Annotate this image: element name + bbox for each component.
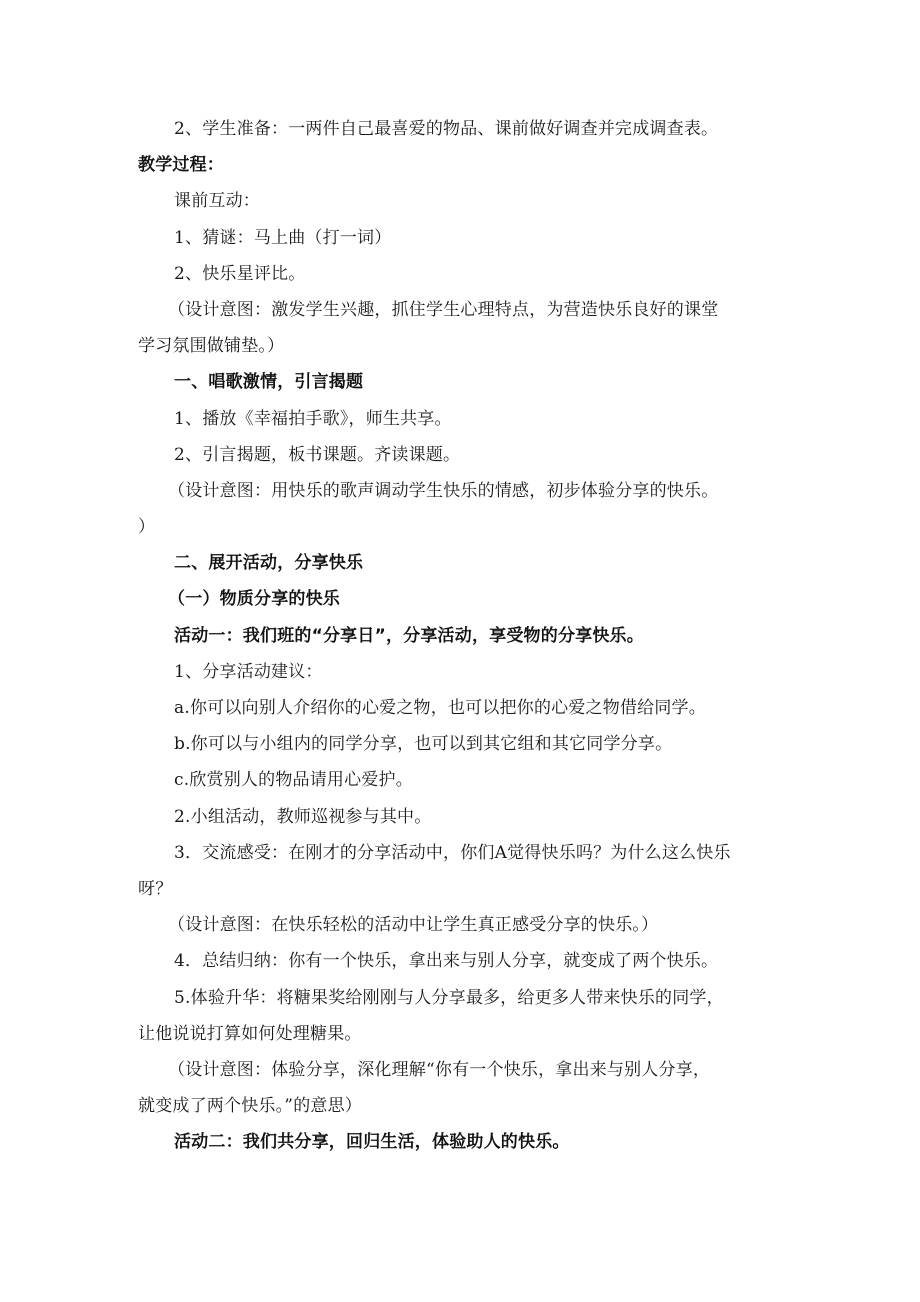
text-line-design-intent-2b: ） (138, 517, 156, 538)
list-item-a: a.你可以向别人介绍你的心爱之物，也可以把你的心爱之物借给同学。 (174, 698, 706, 718)
text-line-design-intent-4a: （设计意图：体验分享，深化理解“你有一个快乐，拿出来与别人分享， (168, 1059, 711, 1080)
text-line-exchange-feelings-a: 3．交流感受：在刚才的分享活动中，你们A觉得快乐吗？为什么这么快乐 (174, 842, 731, 863)
section-heading-two: 二、展开活动，分享快乐 (174, 553, 364, 574)
text-line-experience-b: 让他说说打算如何处理糖果。 (138, 1023, 362, 1044)
activity-one-heading: 活动一：我们班的“分享日”，分享活动，享受物的分享快乐。 (174, 625, 644, 646)
text-line-summary: 4．总结归纳：你有一个快乐，拿出来与别人分享，就变成了两个快乐。 (174, 951, 719, 972)
section-heading-one: 一、唱歌激情，引言揭题 (174, 372, 364, 393)
subsection-heading-material-sharing: （一）物质分享的快乐 (168, 589, 340, 610)
text-line-design-intent-4b: 就变成了两个快乐。”的意思） (138, 1096, 362, 1117)
list-item-b: b.你可以与小组内的同学分享，也可以到其它组和其它同学分享。 (174, 734, 673, 755)
text-line-riddle: 1、猜谜：马上曲（打一词） (174, 227, 392, 248)
text-line-student-preparation: 2、学生准备：一两件自己最喜爱的物品、课前做好调查并完成调查表。 (174, 119, 719, 139)
heading-teaching-process: 教学过程： (138, 155, 224, 176)
text-line-reveal-topic: 2、引言揭题，板书课题。齐读课题。 (174, 444, 461, 465)
text-line-play-song: 1、播放《幸福拍手歌》，师生共享。 (174, 408, 452, 429)
text-line-happy-star: 2、快乐星评比。 (174, 263, 306, 284)
text-line-design-intent-1a: （设计意图：激发学生兴趣，抓住学生心理特点，为营造快乐良好的课堂 (168, 299, 719, 320)
activity-two-heading: 活动二：我们共分享，回归生活，体验助人的快乐。 (174, 1132, 570, 1153)
list-item-c: c.欣赏别人的物品请用心爱护。 (174, 770, 413, 791)
text-line-suggestions: 1、分享活动建议： (174, 661, 323, 682)
text-line-group-activity: 2.小组活动，教师巡视参与其中。 (174, 806, 432, 827)
text-line-exchange-feelings-b: 呀？ (138, 878, 173, 899)
text-line-experience-a: 5.体验升华：将糖果奖给刚刚与人分享最多，给更多人带来快乐的同学， (174, 987, 724, 1008)
text-line-design-intent-3: （设计意图：在快乐轻松的活动中让学生真正感受分享的快乐。） (168, 915, 659, 936)
document-page (138, 111, 788, 1160)
text-line-design-intent-1b: 学习氛围做铺垫。） (138, 336, 285, 357)
text-line-design-intent-2a: （设计意图：用快乐的歌声调动学生快乐的情感，初步体验分享的快乐。 (168, 480, 719, 501)
text-line-pre-class-interaction: 课前互动： (174, 191, 260, 212)
